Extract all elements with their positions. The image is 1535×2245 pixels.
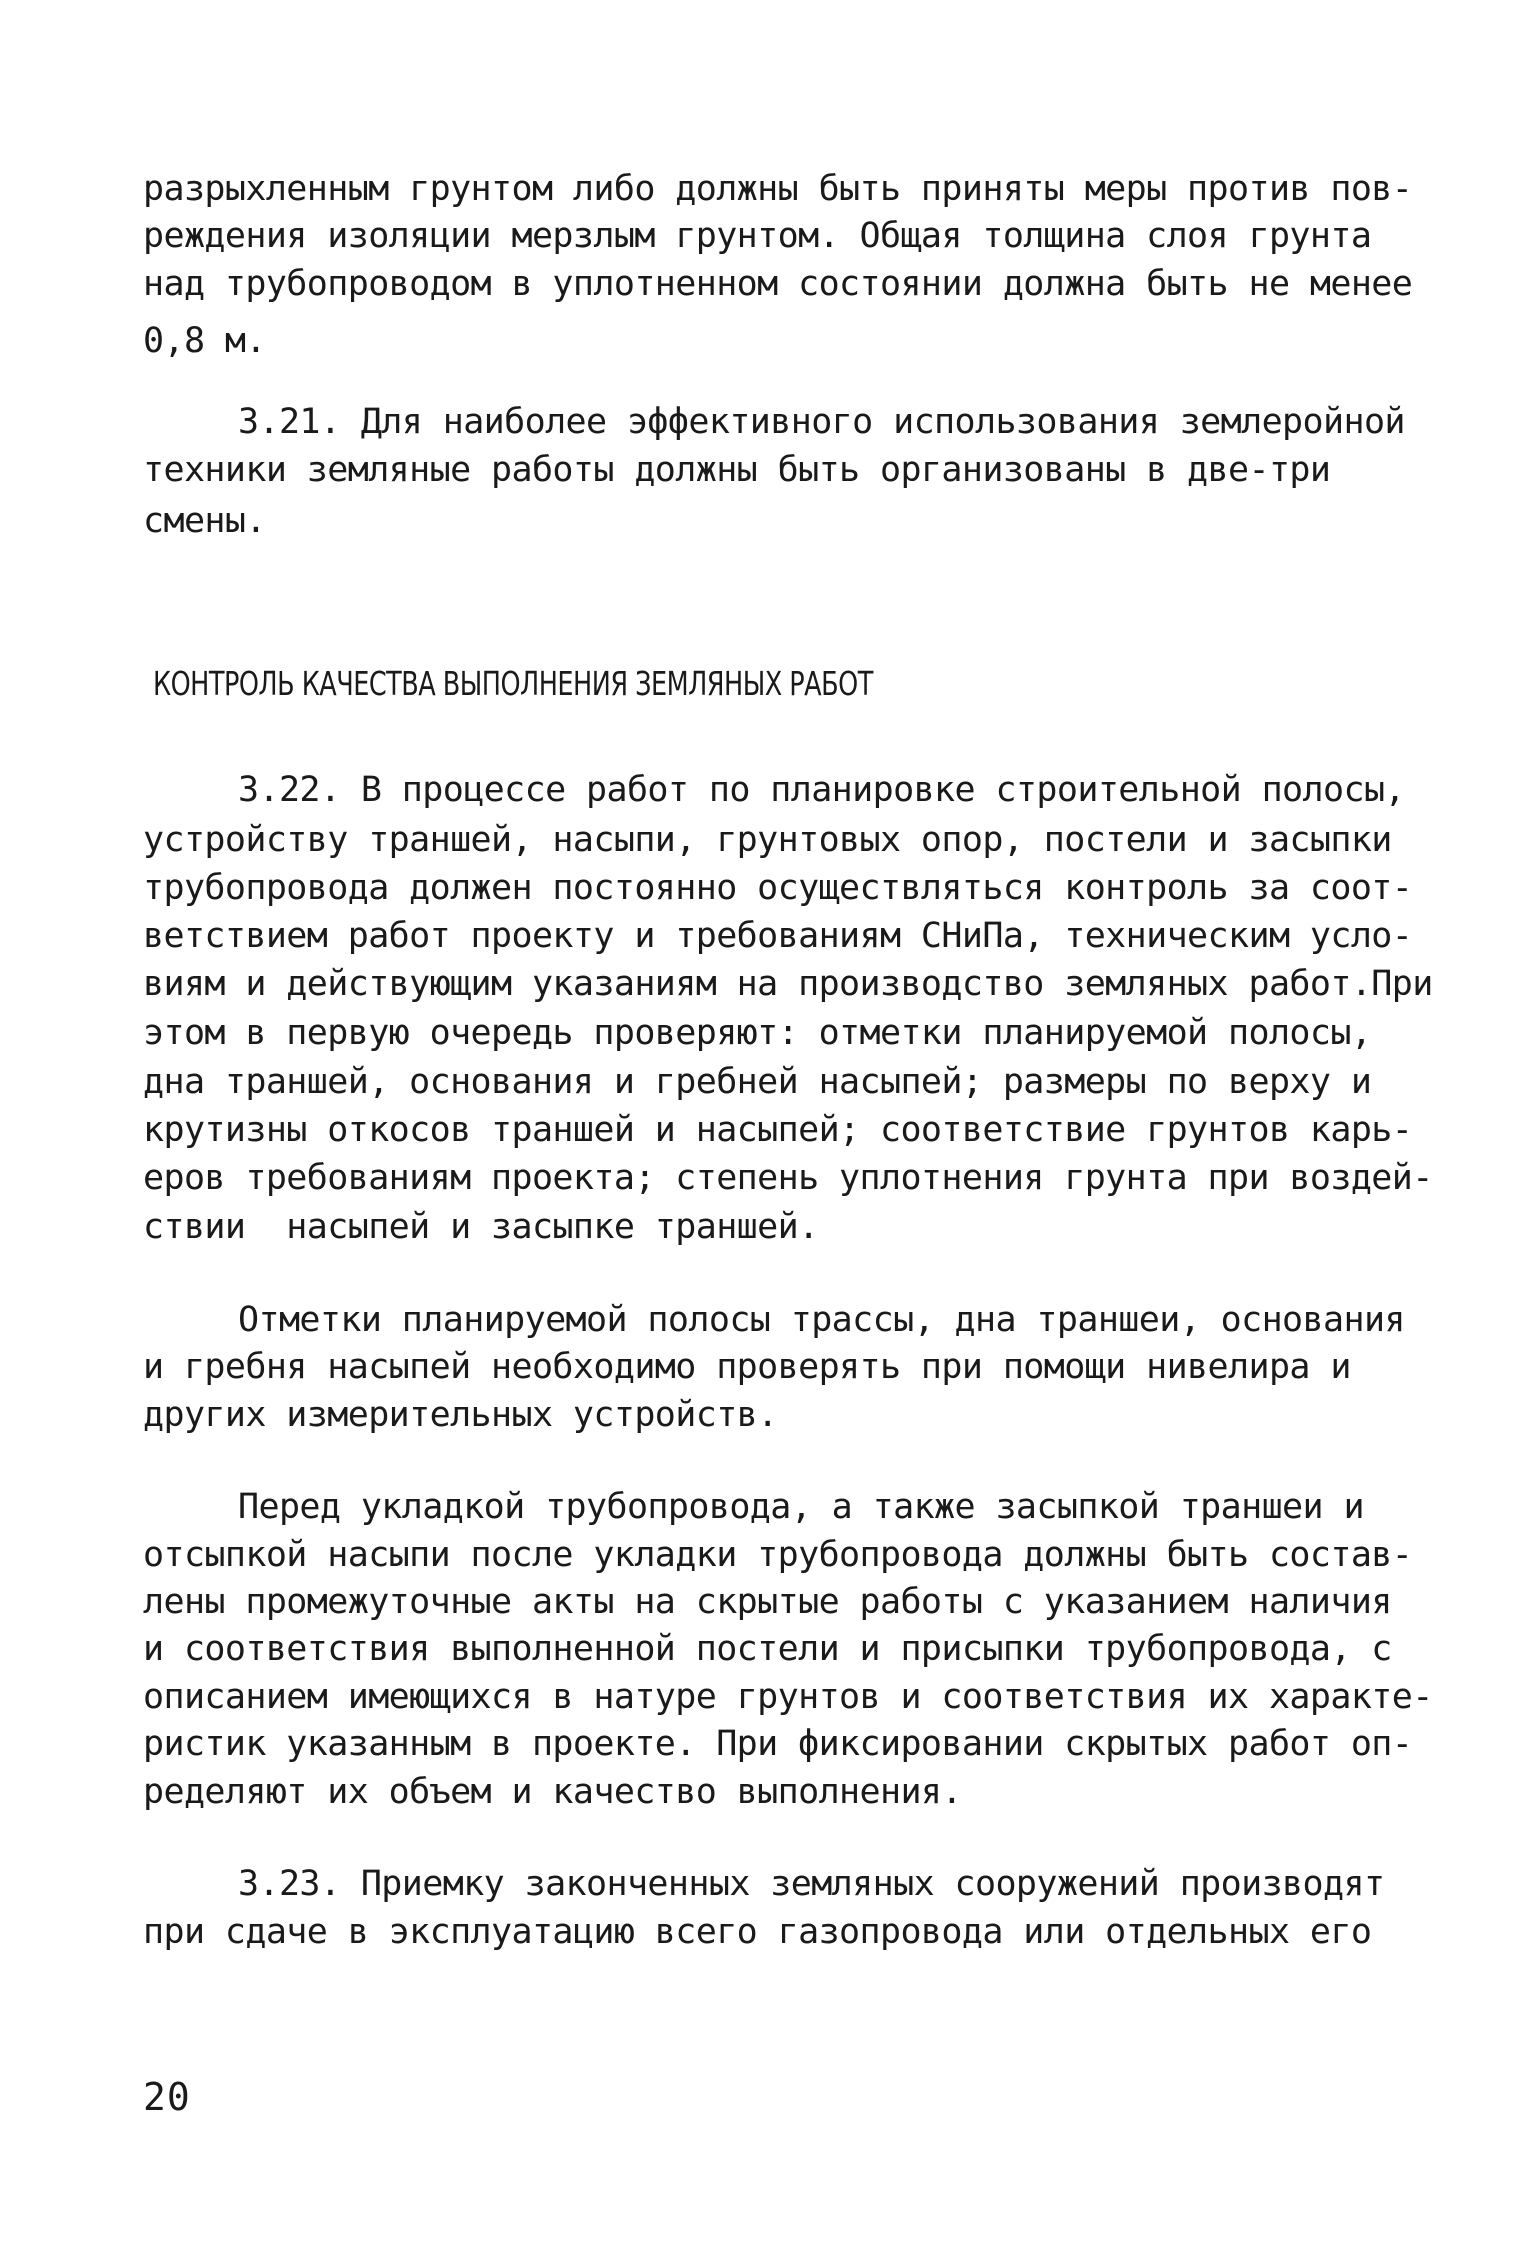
page-number: 20 bbox=[143, 2075, 191, 2119]
text-line: отсыпкой насыпи после укладки трубопровода должны быть состав- bbox=[143, 1535, 1413, 1575]
text-line: виям и действующим указаниям на производство земляных работ.При bbox=[143, 964, 1433, 1004]
section-heading: КОНТРОЛЬ КАЧЕСТВА ВЫПОЛНЕНИЯ ЗЕМЛЯНЫХ РАБОТ bbox=[153, 664, 873, 703]
text-line: и соответствия выполненной постели и присыпки трубопровода, с bbox=[143, 1629, 1392, 1669]
paragraph-line: Отметки планируемой полосы трассы, дна траншеи, основания bbox=[238, 1300, 1405, 1340]
paragraph-3-21-line: 3.21. Для наиболее эффективного использования землеройной bbox=[238, 402, 1405, 442]
text-line: описанием имеющихся в натуре грунтов и соответствия их характе- bbox=[143, 1677, 1433, 1717]
text-line: устройству траншей, насыпи, грунтовых опор, постели и засыпки bbox=[143, 820, 1392, 860]
text-line: ствии насыпей и засыпке траншей. bbox=[143, 1207, 819, 1247]
text-line: ветствием работ проекту и требованиям СНиПа, техническим усло- bbox=[143, 916, 1413, 956]
text-line: реждения изоляции мерзлым грунтом. Общая толщина слоя грунта bbox=[143, 216, 1372, 256]
text-line: при сдаче в эксплуатацию всего газопровода или отдельных его bbox=[143, 1912, 1372, 1952]
paragraph-3-23-line: 3.23. Приемку законченных земляных сооружений производят bbox=[238, 1864, 1385, 1904]
paragraph-line: Перед укладкой трубопровода, а также засыпкой траншеи и bbox=[238, 1487, 1364, 1527]
text-line: трубопровода должен постоянно осуществляться контроль за соот- bbox=[143, 868, 1413, 908]
text-line: крутизны откосов траншей и насыпей; соответствие грунтов карь- bbox=[143, 1110, 1413, 1150]
text-line: смены. bbox=[143, 501, 266, 541]
text-line: 0,8 м. bbox=[143, 321, 266, 361]
paragraph-3-22-line: 3.22. В процессе работ по планировке строительной полосы, bbox=[238, 770, 1405, 810]
text-line: дна траншей, основания и гребней насыпей; размеры по верху и bbox=[143, 1062, 1372, 1102]
text-line: техники земляные работы должны быть организованы в две-три bbox=[143, 450, 1331, 490]
text-line: и гребня насыпей необходимо проверять при помощи нивелира и bbox=[143, 1347, 1351, 1387]
text-line: других измерительных устройств. bbox=[143, 1395, 778, 1435]
text-line: над трубопроводом в уплотненном состоянии должна быть не менее bbox=[143, 264, 1413, 304]
text-line: ределяют их объем и качество выполнения. bbox=[143, 1772, 962, 1812]
text-line: еров требованиям проекта; степень уплотнения грунта при воздей- bbox=[143, 1158, 1433, 1198]
text-line: этом в первую очередь проверяют: отметки планируемой полосы, bbox=[143, 1013, 1372, 1053]
text-line: лены промежуточные акты на скрытые работы с указанием наличия bbox=[143, 1582, 1392, 1622]
text-line: ристик указанным в проекте. При фиксировании скрытых работ оп- bbox=[143, 1724, 1413, 1764]
text-line: разрыхленным грунтом либо должны быть приняты меры против пов- bbox=[143, 169, 1413, 209]
